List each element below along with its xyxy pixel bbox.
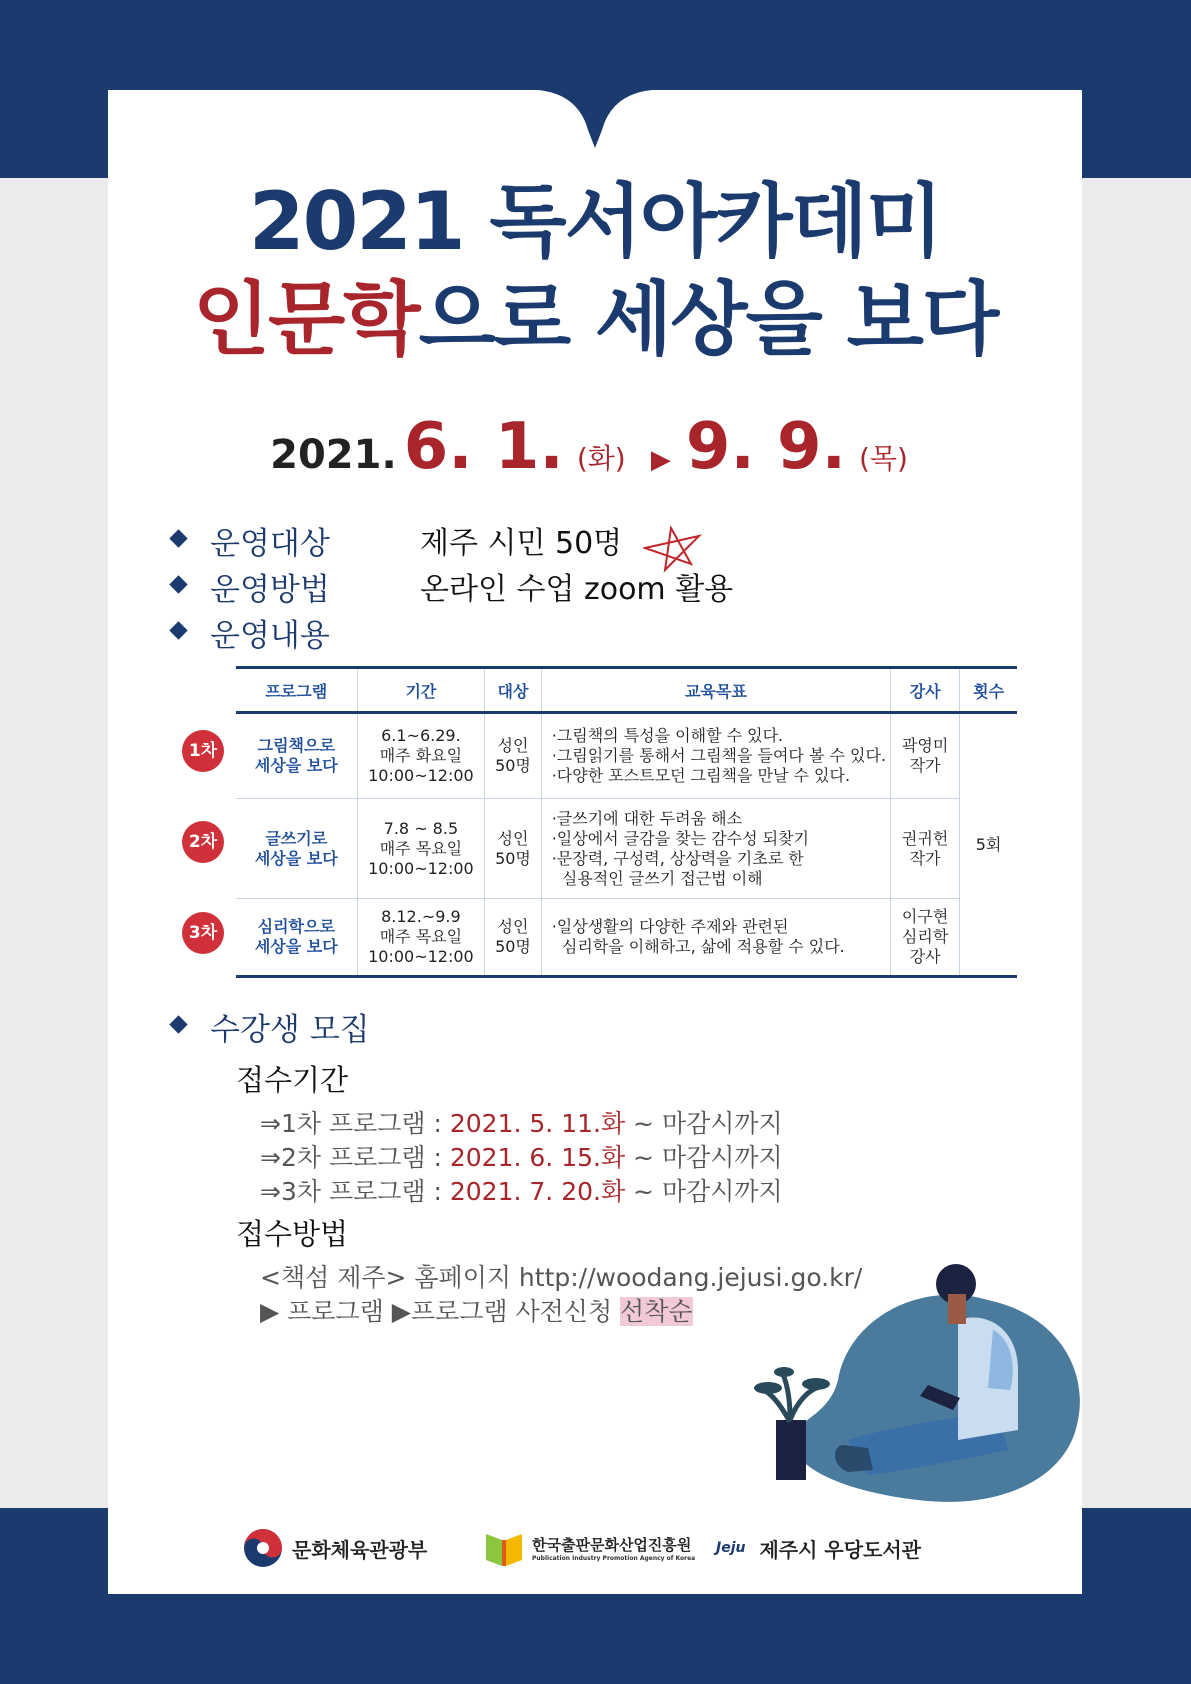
diamond-bullet-icon xyxy=(169,621,187,639)
goal-cell: ·일상생활의 다양한 주제와 관련된 심리학을 이해하고, 삶에 적용할 수 있다. xyxy=(541,899,890,977)
col-header: 교육목표 xyxy=(541,668,890,713)
col-header: 강사 xyxy=(891,668,960,713)
title-line-1: 2021 독서아카데미 xyxy=(248,175,942,268)
ministry-logo xyxy=(242,1520,427,1576)
table-row xyxy=(236,713,1017,799)
target-cell: 성인 50명 xyxy=(485,799,541,899)
table-header-row xyxy=(236,668,1017,713)
period-cell: 6.1~6.29. 매주 화요일 10:00~12:00 xyxy=(357,713,485,799)
library-logo xyxy=(716,1520,921,1576)
method-line-steps: ▶ 프로그램 ▶프로그램 사전신청 선착순 xyxy=(260,1297,693,1326)
round-badge: 1차 xyxy=(182,730,224,772)
col-header: 기간 xyxy=(357,668,485,713)
goal-cell: ·그림책의 특성을 이해할 수 있다. ·그림읽기를 통해서 그림책을 들여다 볼 수 있다. ·다양한 포스트모던 그림책을 만날 수 있다. xyxy=(541,713,890,799)
period-cell: 8.12.~9.9 매주 목요일 10:00~12:00 xyxy=(357,899,485,977)
info-content xyxy=(172,610,872,656)
poster-sheet xyxy=(108,90,1082,1594)
period-line: ⇒1차 프로그램 : 2021. 5. 11.화 ~ 마감시까지 xyxy=(260,1109,783,1138)
info-label: 운영내용 xyxy=(210,618,330,654)
info-method xyxy=(172,564,872,610)
date-start: 6. 1. xyxy=(403,410,564,484)
taegeuk-logo-icon xyxy=(242,1527,284,1569)
method-line-url[interactable]: <책섬 제주> 홈페이지 http://woodang.jejusi.go.kr/ xyxy=(260,1263,863,1292)
logo-text: 문화체육관광부 xyxy=(292,1537,428,1562)
lecturer-cell: 권귀헌 작가 xyxy=(891,799,960,899)
title-rest: 으로 세상을 보다 xyxy=(418,273,998,366)
date-year: 2021. xyxy=(270,432,397,478)
diamond-bullet-icon xyxy=(169,529,187,547)
date-arrow-icon: ▶ xyxy=(650,445,671,475)
date-range xyxy=(108,410,1082,484)
date-start-day: (화) xyxy=(576,442,626,475)
title-line-2 xyxy=(108,273,1082,366)
recruit-title: 수강생 모집 xyxy=(210,1012,370,1048)
info-value: 제주 시민 50명 xyxy=(420,526,623,561)
info-label: 운영방법 xyxy=(210,572,330,608)
diamond-bullet-icon xyxy=(169,575,187,593)
method-title: 접수방법 xyxy=(236,1217,349,1251)
date-end-day: (목) xyxy=(858,442,908,475)
kpipa-logo xyxy=(484,1520,695,1576)
col-header: 대상 xyxy=(485,668,541,713)
target-cell: 성인 50명 xyxy=(485,899,541,977)
diamond-bullet-icon xyxy=(169,1015,187,1033)
logo-text: 제주시 우당도서관 xyxy=(759,1537,922,1562)
first-come-highlight: 선착순 xyxy=(620,1297,693,1326)
round-badge: 3차 xyxy=(182,912,224,954)
schedule-table xyxy=(236,666,1017,978)
footer-logos xyxy=(108,1520,1082,1580)
col-header: 프로그램 xyxy=(236,668,357,713)
book-notch-shape xyxy=(108,90,1082,150)
period-title: 접수기간 xyxy=(236,1063,349,1097)
table-row xyxy=(236,799,1017,899)
period-line: ⇒2차 프로그램 : 2021. 6. 15.화 ~ 마감시까지 xyxy=(260,1143,783,1172)
info-target xyxy=(172,518,872,564)
goal-cell: ·글쓰기에 대한 두려움 해소 ·일상에서 글감을 찾는 감수성 되찾기 ·문장력, 구성력, 상상력을 기초로 한 실용적인 글쓰기 접근법 이해 xyxy=(541,799,890,899)
table-row xyxy=(236,899,1017,977)
col-header: 횟수 xyxy=(960,668,1017,713)
period-line: ⇒3차 프로그램 : 2021. 7. 20.화 ~ 마감시까지 xyxy=(260,1177,783,1206)
date-end: 9. 9. xyxy=(685,410,846,484)
program-cell: 심리학으로 세상을 보다 xyxy=(236,899,357,977)
title-highlight: 인문학 xyxy=(192,273,419,366)
target-cell: 성인 50명 xyxy=(485,713,541,799)
lecturer-cell: 이구현 심리학 강사 xyxy=(891,899,960,977)
round-badge: 2차 xyxy=(182,821,224,863)
reading-person-illustration xyxy=(698,1260,1088,1510)
period-cell: 7.8 ~ 8.5 매주 목요일 10:00~12:00 xyxy=(357,799,485,899)
program-cell: 그림책으로 세상을 보다 xyxy=(236,713,357,799)
star-doodle-icon xyxy=(643,526,703,576)
info-value: 온라인 수업 zoom 활용 xyxy=(420,572,734,607)
book-logo-icon xyxy=(484,1528,524,1568)
logo-text: 한국출판문화산업진흥원 Publication Industry Promotion Agency of Korea xyxy=(532,1536,696,1562)
program-cell: 글쓰기로 세상을 보다 xyxy=(236,799,357,899)
lecturer-cell: 곽영미 작가 xyxy=(891,713,960,799)
jeju-mark: Jeju xyxy=(716,1540,746,1556)
count-cell: 5회 xyxy=(960,713,1017,977)
info-label: 운영대상 xyxy=(210,526,330,562)
